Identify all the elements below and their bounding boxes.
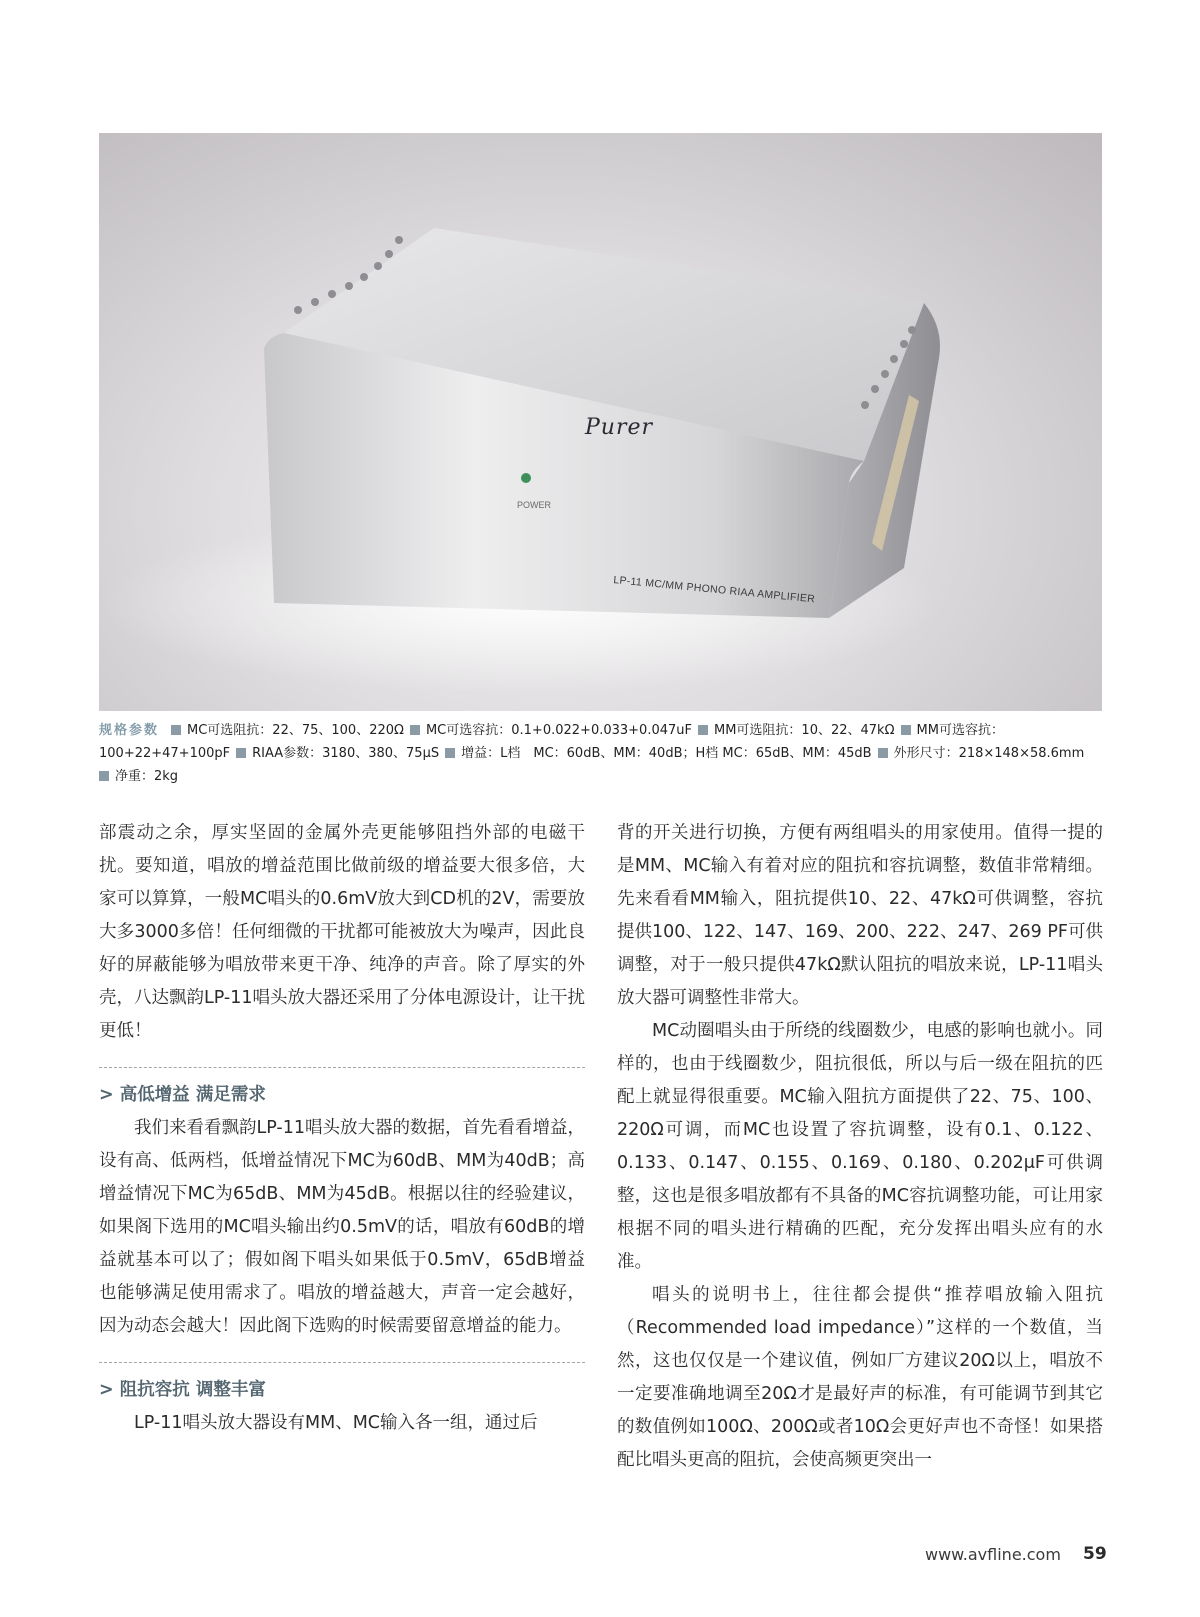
paragraph: 我们来看看飘韵LP-11唱头放大器的数据，首先看看增益，设有高、低两档，低增益情况下MC为60dB、MM为40dB；高增益情况下MC为65dB、MM为45dB。根据以往的经验建议，如果阁下选用的MC唱头输出约0.5mV的话，唱放有60dB的增益就基本可以了；假如阁下唱头如果低于0.5mV，65dB增益也能够满足使用需求了。唱放的增益越大，声音一定会越好，因为动态会越大！因此阁下选购的时候需要留意增益的能力。 [99,1118,585,1336]
spec-item: MM可选容抗：100+22+47+100pF [99,723,1004,761]
power-label: POWER [517,500,552,510]
spec-item: 净重：2kg [115,769,179,784]
spec-item: MC可选容抗：0.1+0.022+0.033+0.047uF [425,723,692,738]
spec-title: 规格参数 [99,723,160,738]
spec-item: MM可选阻抗：10、22、47kΩ [713,723,895,738]
paragraph: 部震动之余，厚实坚固的金属外壳更能够阻挡外部的电磁干扰。要知道，唱放的增益范围比做前级的增益要大很多倍，大家可以算算，一般MC唱头的0.6mV放大到CD机的2V，需要放大多3000多倍！任何细微的干扰都可能被放大为噪声，因此良好的屏蔽能够为唱放带来更干净、纯净的声音。除了厚实的外壳，八达飘韵LP-11唱头放大器还采用了分体电源设计，让干扰更低！ [99,823,585,1041]
spec-item: MC可选阻抗：22、75、100、220Ω [187,723,404,738]
spec-item: 外形尺寸：218×148×58.6mm [893,746,1085,761]
paragraph: MC动圈唱头由于所绕的线圈数少，电感的影响也就小。同样的，也由于线圈数少，阻抗很低，所以与后一级在阻抗的匹配上就显得很重要。MC输入阻抗方面提供了22、75、100、220Ω可调，而MC也设置了容抗调整，设有0.1、0.122、0.133、0.147、0.155、0.169、0.180、0.202μF可供调整，这也是很多唱放都有不具备的MC容抗调整功能，可让用家根据不同的唱头进行精确的匹配，充分发挥出唱头应有的水准。 [617,1021,1103,1272]
square-bullet-icon [878,748,888,758]
square-bullet-icon [171,725,181,735]
spec-item: RIAA参数：3180、380、75μS [252,746,440,761]
left-column [99,817,585,1440]
brand-logo: Purer [584,415,654,440]
section-divider [99,1067,585,1068]
square-bullet-icon [236,748,246,758]
model-label: LP-11 MC/MM PHONO RIAA AMPLIFIER [612,574,816,606]
paragraph: 唱头的说明书上，往往都会提供“推荐唱放输入阻抗（Recommended load impedance）”这样的一个数值，当然，这也仅仅是一个建议值，例如厂方建议20Ω以上，唱放不一定要准确地调至20Ω才是最好声的标准，有可能调节到其它的数值例如100Ω、200Ω或者10Ω会更好声也不奇怪！如果搭配比唱头更高的阻抗，会使高频更突出一 [617,1285,1103,1470]
page-number: 59 [1083,1544,1107,1564]
section-heading: > 高低增益 满足需求 [99,1085,266,1105]
section-divider [99,1362,585,1363]
paragraph: 背的开关进行切换，方便有两组唱头的用家使用。值得一提的是MM、MC输入有着对应的阻抗和容抗调整，数值非常精细。先来看看MM输入，阻抗提供10、22、47kΩ可供调整，容抗提供100、122、147、169、200、222、247、269 PF可供调整，对于一般只提供47kΩ默认阻抗的唱放来说，LP-11唱头放大器可调整性非常大。 [617,823,1103,1008]
square-bullet-icon [698,725,708,735]
square-bullet-icon [445,748,455,758]
right-column [617,817,1103,1477]
product-photo [99,133,1102,711]
footer-url: www.avfline.com [925,1545,1061,1564]
spec-caption [99,719,1104,788]
square-bullet-icon [901,725,911,735]
square-bullet-icon [99,771,109,781]
paragraph: LP-11唱头放大器设有MM、MC输入各一组，通过后 [134,1413,538,1433]
spec-item: 增益：L档 MC：60dB、MM：40dB；H档 MC：65dB、MM：45dB [461,746,872,761]
section-heading: > 阻抗容抗 调整丰富 [99,1380,266,1400]
square-bullet-icon [410,725,420,735]
power-led-icon [521,473,531,483]
